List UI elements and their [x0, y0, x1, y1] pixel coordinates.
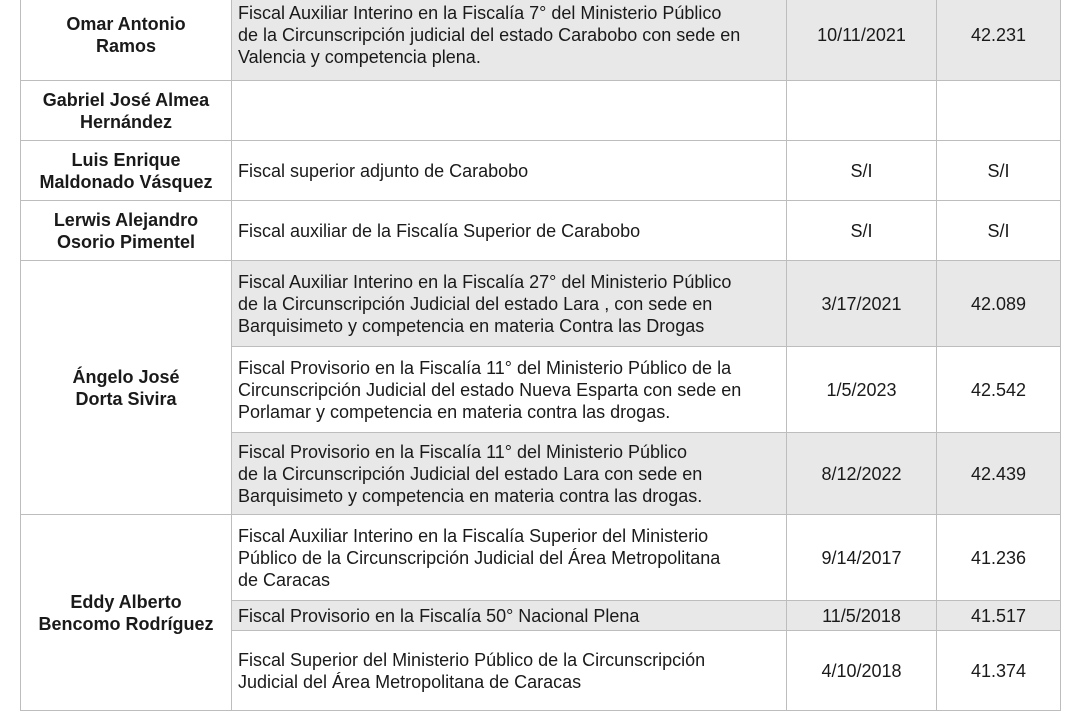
person-name-line: Gabriel José Almea: [42, 89, 210, 110]
date-cell: 10/11/2021: [787, 0, 937, 81]
person-name-line: Eddy Alberto: [70, 591, 182, 612]
position-line: Fiscal Superior del Ministerio Público de la Circunscripción: [238, 650, 706, 670]
gazette-number-cell: 42.231: [937, 0, 1061, 81]
date-cell: 11/5/2018: [787, 601, 937, 631]
date-cell: 8/12/2022: [787, 433, 937, 515]
position-line: Fiscal Auxiliar Interino en la Fiscalía Superior del Ministerio: [238, 526, 709, 546]
position-line: Fiscal Provisorio en la Fiscalía 11° del Ministerio Público: [238, 442, 688, 462]
date-cell: S/I: [787, 141, 937, 201]
position-cell: [232, 141, 787, 201]
position-cell: [232, 81, 787, 141]
date-cell: 3/17/2021: [787, 261, 937, 347]
position-cell: [232, 515, 787, 601]
position-cell: [232, 433, 787, 515]
person-name-line: Bencomo Rodríguez: [38, 613, 214, 634]
table-row: [21, 261, 1061, 347]
date-cell: [787, 81, 937, 141]
gazette-number-cell: 41.374: [937, 631, 1061, 711]
person-name-line: Osorio Pimentel: [56, 231, 196, 252]
position-line: de la Circunscripción Judicial del estado Lara , con sede en: [238, 294, 713, 314]
position-cell: [232, 201, 787, 261]
position-line: Fiscal superior adjunto de Carabobo: [238, 161, 529, 181]
appointments-table-container: [20, 0, 1060, 711]
person-name-line: Luis Enrique: [71, 149, 181, 170]
gazette-number-cell: 42.542: [937, 347, 1061, 433]
position-line: de la Circunscripción judicial del estado Carabobo con sede en: [238, 25, 741, 45]
table-row: [21, 141, 1061, 201]
position-cell: [232, 347, 787, 433]
position-line: Barquisimeto y competencia en materia Contra las Drogas: [238, 316, 705, 336]
position-line: Circunscripción Judicial del estado Nueva Esparta con sede en: [238, 380, 742, 400]
person-name-line: Omar Antonio: [66, 13, 186, 34]
person-name-line: Dorta Sivira: [75, 388, 177, 409]
gazette-number-cell: 42.089: [937, 261, 1061, 347]
position-cell: [232, 601, 787, 631]
table-body: [21, 0, 1061, 711]
position-line: de la Circunscripción Judicial del estado Lara con sede en: [238, 464, 703, 484]
position-line: Judicial del Área Metropolitana de Caracas: [238, 672, 582, 692]
gazette-number-cell: [937, 81, 1061, 141]
gazette-number-cell: S/I: [937, 201, 1061, 261]
position-line: Valencia y competencia plena.: [238, 47, 481, 67]
person-name-line: Hernández: [79, 111, 173, 132]
appointments-table: [20, 0, 1061, 711]
position-line: Porlamar y competencia en materia contra las drogas.: [238, 402, 671, 422]
table-row: [21, 515, 1061, 601]
person-name-cell: [21, 261, 232, 515]
gazette-number-cell: S/I: [937, 141, 1061, 201]
position-line: de Caracas: [238, 570, 331, 590]
date-cell: 1/5/2023: [787, 347, 937, 433]
gazette-number-cell: 42.439: [937, 433, 1061, 515]
person-name-cell: [21, 515, 232, 711]
person-name-line: Lerwis Alejandro: [53, 209, 199, 230]
person-name-line: Ángelo José: [72, 366, 180, 387]
position-line: Fiscal Auxiliar Interino en la Fiscalía 7° del Ministerio Público: [238, 3, 722, 23]
position-cell: [232, 0, 787, 81]
gazette-number-cell: 41.236: [937, 515, 1061, 601]
table-row: [21, 201, 1061, 261]
position-cell: [232, 261, 787, 347]
person-name-cell: [21, 201, 232, 261]
person-name-line: Ramos: [95, 35, 157, 56]
position-cell: [232, 631, 787, 711]
position-line: Público de la Circunscripción Judicial del Área Metropolitana: [238, 548, 721, 568]
date-cell: 9/14/2017: [787, 515, 937, 601]
position-line: Fiscal Auxiliar Interino en la Fiscalía 27° del Ministerio Público: [238, 272, 732, 292]
position-line: Fiscal Provisorio en la Fiscalía 11° del Ministerio Público de la: [238, 358, 732, 378]
position-line: Fiscal auxiliar de la Fiscalía Superior de Carabobo: [238, 221, 641, 241]
table-row: [21, 0, 1061, 81]
table-row: [21, 81, 1061, 141]
person-name-cell: [21, 141, 232, 201]
position-line: Fiscal Provisorio en la Fiscalía 50° Nacional Plena: [238, 606, 640, 626]
date-cell: S/I: [787, 201, 937, 261]
person-name-cell: [21, 81, 232, 141]
date-cell: 4/10/2018: [787, 631, 937, 711]
position-line: Barquisimeto y competencia en materia contra las drogas.: [238, 486, 703, 506]
gazette-number-cell: 41.517: [937, 601, 1061, 631]
person-name-line: Maldonado Vásquez: [39, 171, 213, 192]
person-name-cell: [21, 0, 232, 81]
